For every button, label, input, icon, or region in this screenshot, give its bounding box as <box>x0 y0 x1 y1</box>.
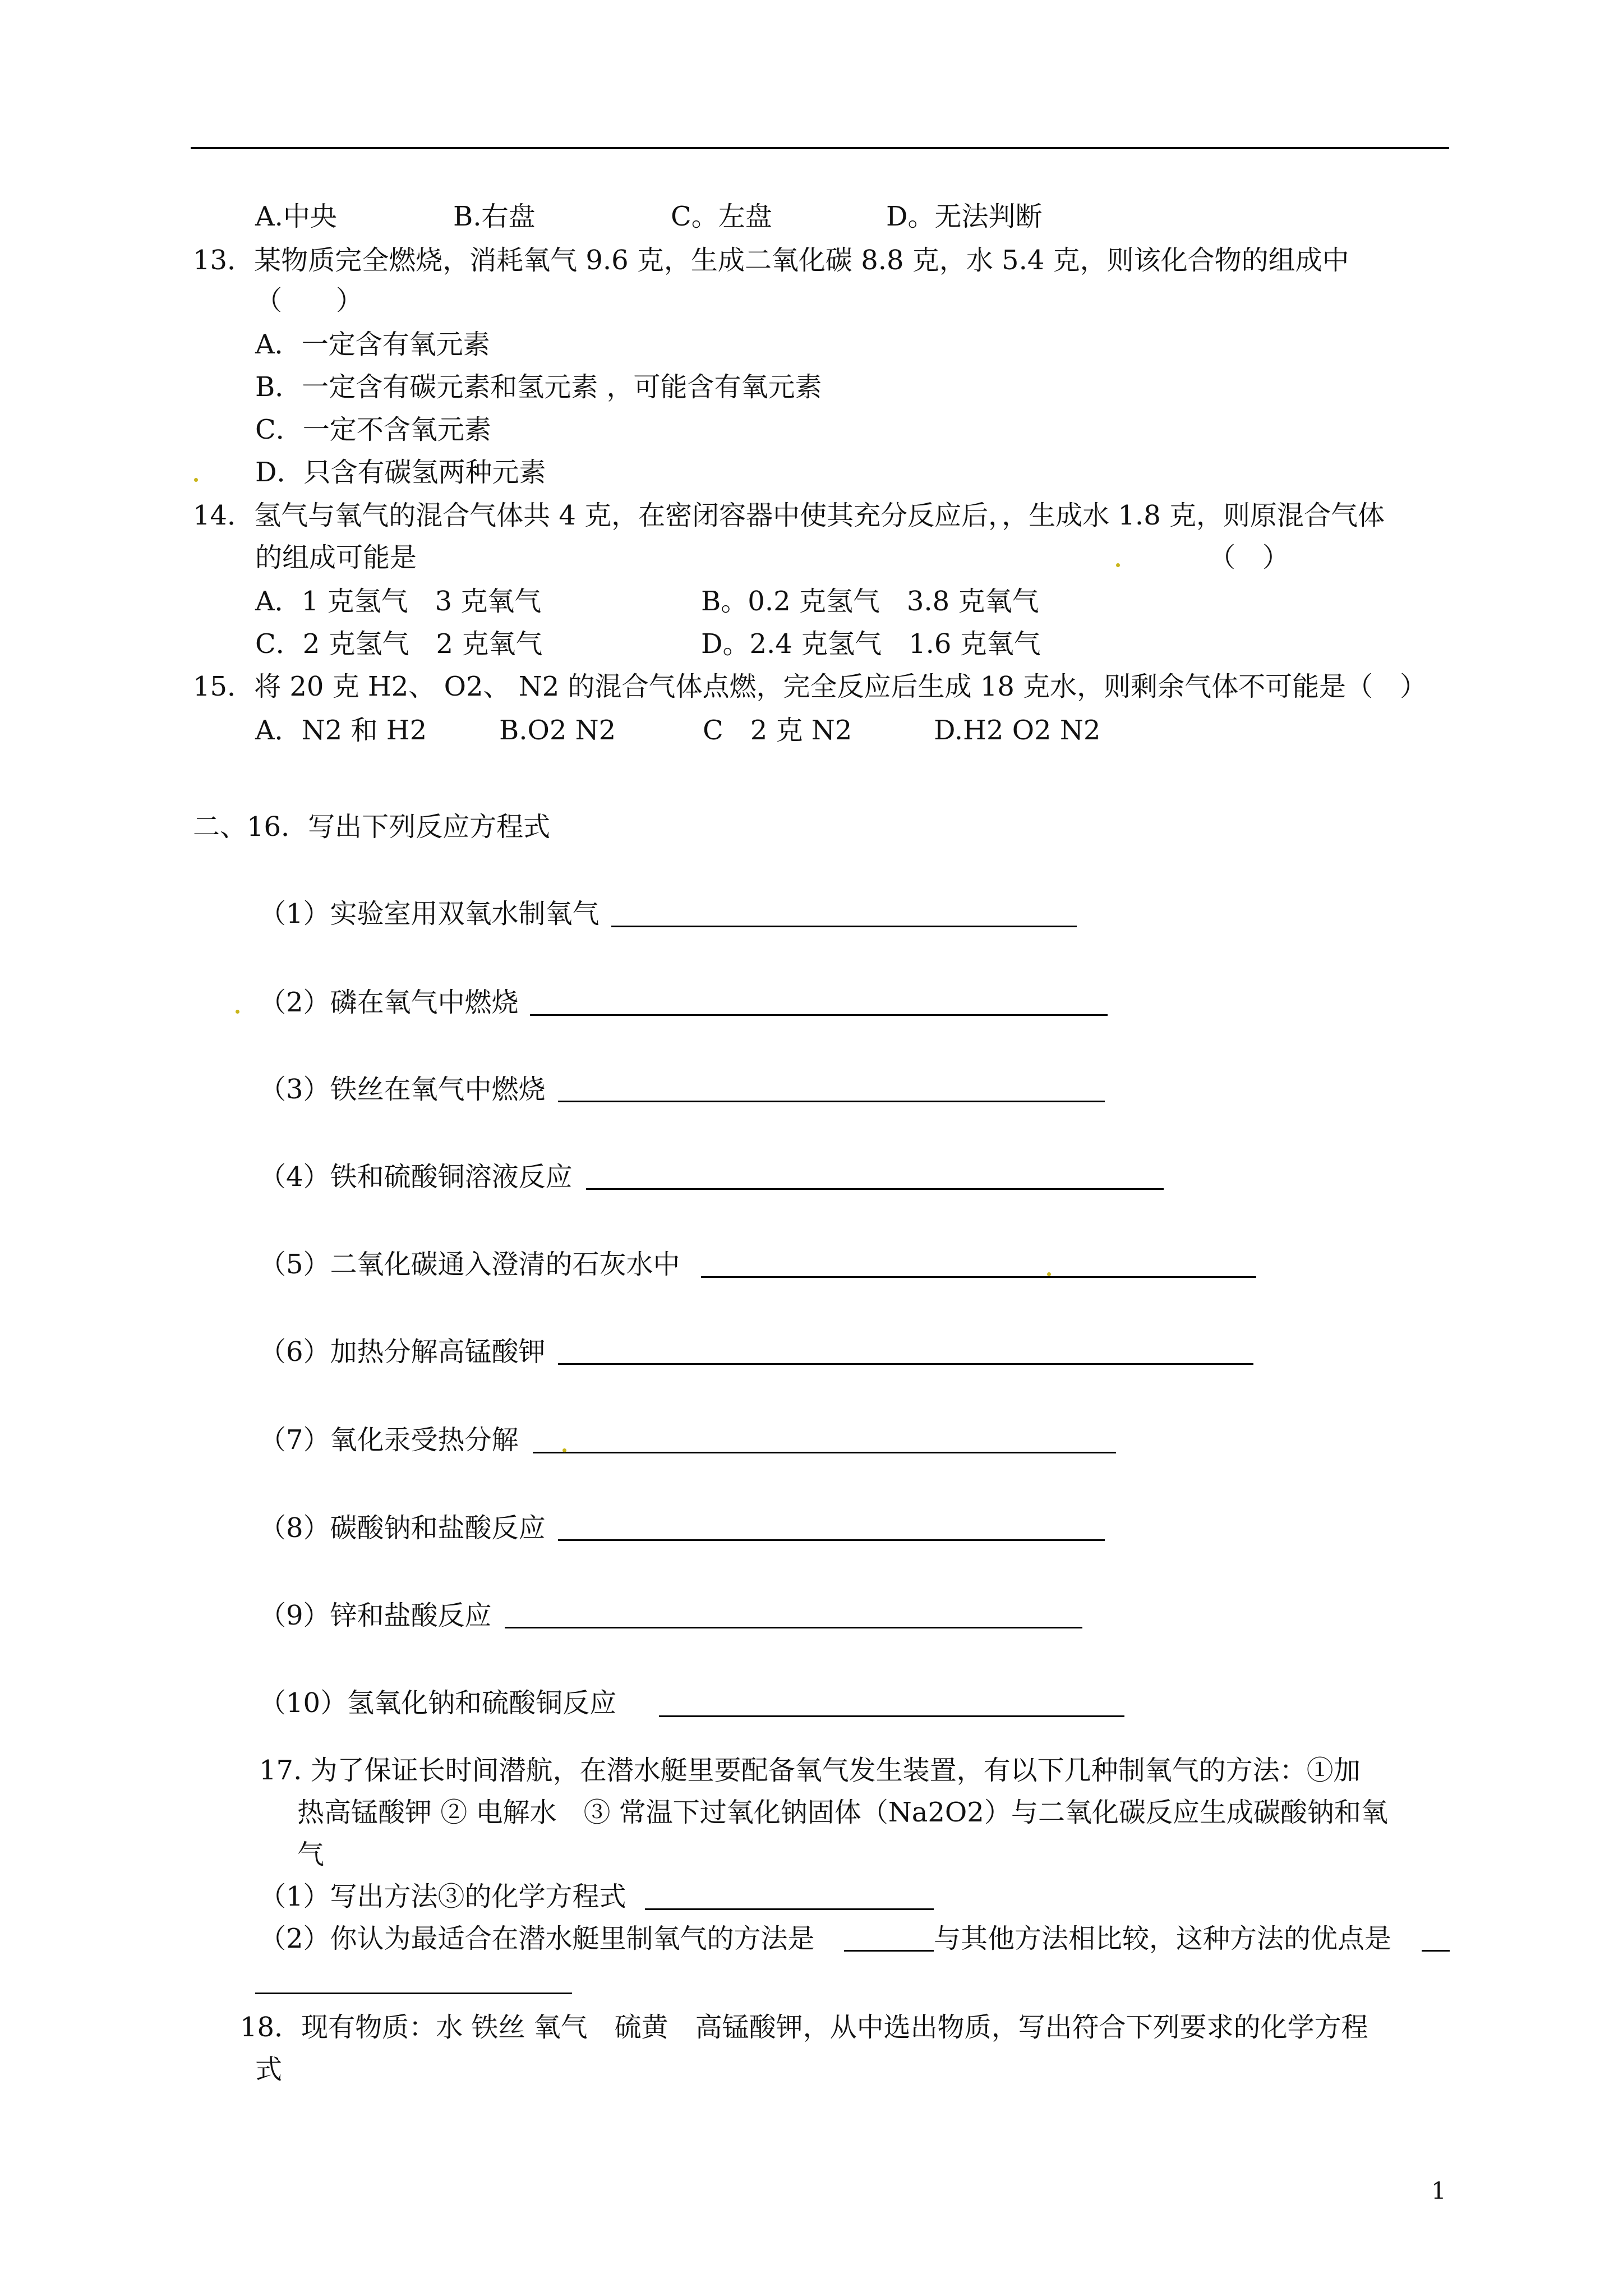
q14-stem: 14．氢气与氧气的混合气体共 4 克，在密闭容器中使其充分反应后，，生成水 1.8 克，则原混合气体 <box>193 500 1385 531</box>
q15-option-b: B.O2 N2 <box>499 715 616 746</box>
q13-option-a: A．一定含有氧元素 <box>255 329 490 360</box>
q16-item-5: （5）二氧化碳通入澄清的石灰水中 <box>259 1249 680 1280</box>
q18-line-1: 18．现有物质：水 铁丝 氧气 硫黄 高锰酸钾，从中选出物质，写出符合下列要求的化学方程 <box>240 2012 1368 2043</box>
q12-option-c: C。左盘 <box>671 201 772 232</box>
answer-blank[interactable] <box>558 1363 1253 1365</box>
q15-stem: 15．将 20 克 H2、 O2、 N2 的混合气体点燃，完全反应后生成 18 克水，则剩余气体不可能是（ ） <box>193 671 1427 702</box>
q16-item-7: （7）氧化汞受热分解 <box>259 1424 519 1456</box>
q16-item-3: （3）铁丝在氧气中燃烧 <box>259 1074 546 1105</box>
q16-item-1: （1）实验室用双氧水制氧气 <box>259 898 600 930</box>
q17-line-3: 气 <box>297 1839 325 1870</box>
q17-line-1: 17. 为了保证长时间潜航，在潜水艇里要配备氧气发生装置，有以下几种制氧气的方法：①加 <box>259 1755 1361 1786</box>
q13-stem: 13．某物质完全燃烧，消耗氧气 9.6 克，生成二氧化碳 8.8 克，水 5.4 克，则该化合物的组成中 <box>193 245 1349 276</box>
answer-blank[interactable] <box>659 1715 1124 1717</box>
speck-mark <box>194 478 198 482</box>
q17-sub-1: （1）写出方法③的化学方程式 <box>259 1881 626 1912</box>
answer-blank[interactable] <box>558 1539 1105 1541</box>
section2-title: 二、16．写出下列反应方程式 <box>193 811 551 843</box>
q14-answer-paren: （ ） <box>1209 542 1290 573</box>
q17-line-2: 热高锰酸钾 ② 电解水 ③ 常温下过氧化钠固体（Na2O2）与二氧化碳反应生成碳酸钠和氧 <box>297 1797 1388 1828</box>
q12-option-a: A.中央 <box>255 201 337 232</box>
q13-option-b: B．一定含有碳元素和氢元素 ，可能含有氧元素 <box>255 371 822 403</box>
page-number: 1 <box>1431 2177 1446 2205</box>
q17-sub-2b: 与其他方法相比较，这种方法的优点是 <box>934 1923 1392 1954</box>
answer-blank[interactable] <box>533 1452 1116 1453</box>
q15-option-a: A．N2 和 H2 <box>255 715 427 746</box>
q15-option-c: C 2 克 N2 <box>703 715 852 746</box>
answer-blank[interactable] <box>1422 1950 1450 1952</box>
q12-option-d: D。无法判断 <box>886 201 1043 232</box>
q13-option-d: D．只含有碳氢两种元素 <box>255 457 546 488</box>
q14-option-b: B。0.2 克氢气 3.8 克氧气 <box>701 586 1039 617</box>
q16-item-9: （9）锌和盐酸反应 <box>259 1600 492 1631</box>
answer-blank[interactable] <box>530 1014 1108 1016</box>
answer-blank[interactable] <box>645 1908 934 1910</box>
q14-option-d: D。2.4 克氢气 1.6 克氧气 <box>701 628 1041 660</box>
q14-option-c: C．2 克氢气 2 克氧气 <box>255 628 543 660</box>
answer-blank[interactable] <box>558 1101 1105 1102</box>
q18-line-2: 式 <box>255 2054 283 2085</box>
q16-item-2: （2）磷在氧气中燃烧 <box>259 987 519 1018</box>
header-rule <box>191 147 1449 149</box>
answer-blank[interactable] <box>611 926 1077 927</box>
answer-blank[interactable] <box>586 1188 1164 1190</box>
answer-blank[interactable] <box>844 1950 934 1952</box>
q12-option-b: B.右盘 <box>453 201 536 232</box>
q13-answer-paren: （ ） <box>255 285 363 316</box>
answer-blank[interactable] <box>701 1276 1256 1278</box>
q15-option-d: D.H2 O2 N2 <box>934 715 1101 746</box>
q13-option-c: C．一定不含氧元素 <box>255 414 491 445</box>
q16-item-4: （4）铁和硫酸铜溶液反应 <box>259 1161 573 1193</box>
q16-item-10: （10）氢氧化钠和硫酸铜反应 <box>259 1687 617 1719</box>
answer-blank[interactable] <box>505 1627 1082 1628</box>
speck-mark <box>1047 1272 1051 1276</box>
q16-item-6: （6）加热分解高锰酸钾 <box>259 1336 546 1368</box>
q17-sub-2a: （2）你认为最适合在潜水艇里制氧气的方法是 <box>259 1923 815 1954</box>
answer-blank[interactable] <box>255 1993 572 1994</box>
q14-stem-continued: 的组成可能是 <box>255 542 417 573</box>
speck-mark <box>1116 563 1120 567</box>
q14-option-a: A．1 克氢气 3 克氧气 <box>255 586 542 617</box>
q16-item-8: （8）碳酸钠和盐酸反应 <box>259 1512 546 1544</box>
speck-mark <box>562 1448 566 1452</box>
speck-mark <box>236 1010 239 1014</box>
